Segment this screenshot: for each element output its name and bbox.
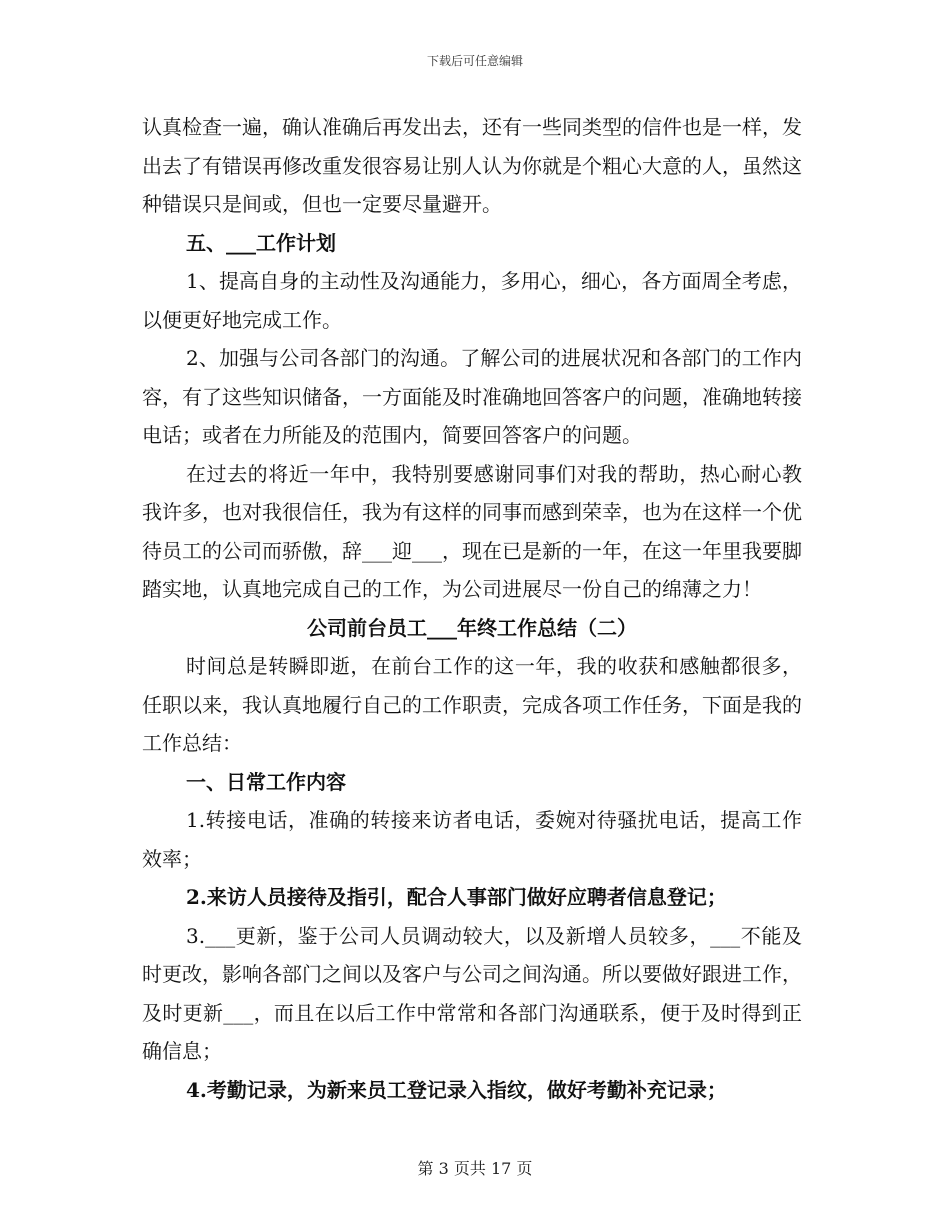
paragraph-continuation: 认真检查一遍，确认准确后再发出去，还有一些同类型的信件也是一样，发出去了有错误再修改重发很容易让别人认为你就是个粗心大意的人，虽然这种错误只是间或，但也一定要尽量避开。 <box>142 115 802 216</box>
page-footer: 第 3 页共 17 页 <box>417 1159 533 1178</box>
page-header: 下载后可任意编辑 <box>426 54 523 68</box>
closing-paragraph: 在过去的将近一年中，我特别要感谢同事们对我的帮助，热心耐心教我许多，也对我很信任，我为有这样的同事而感到荣幸，也为在这样一个优待员工的公司而骄傲，辞___迎___，现在已是新的一年，在这一年里我要脚踏实地，认真地完成自己的工作，为公司进展尽一份自己的绵薄之力！ <box>142 461 802 601</box>
section-heading-daily-work: 一、日常工作内容 <box>186 769 346 794</box>
plan-item-2: 2、加强与公司各部门的沟通。了解公司的进展状况和各部门的工作内容，有了这些知识储备，一方面能及时准确地回答客户的问题，准确地转接电话；或者在力所能及的范围内，简要回答客户的问题。 <box>142 346 802 447</box>
document-body <box>142 108 802 1109</box>
intro-paragraph: 时间总是转瞬即逝，在前台工作的这一年，我的收获和感触都很多，任职以来，我认真地履行自己的工作职责，完成各项工作任务，下面是我的工作总结： <box>142 654 802 755</box>
daily-item-1: 1.转接电话，准确的转接来访者电话，委婉对待骚扰电话，提高工作效率； <box>142 808 802 871</box>
article-title: 公司前台员工___年终工作总结（二） <box>307 615 637 640</box>
section-heading-work-plan: 五、___工作计划 <box>186 230 336 255</box>
daily-item-4: 4.考勤记录，为新来员工登记录入指纹，做好考勤补充记录； <box>186 1077 727 1102</box>
plan-item-1: 1、提高自身的主动性及沟通能力，多用心，细心，各方面周全考虑，以便更好地完成工作。 <box>142 269 802 332</box>
daily-item-2: 2.来访人员接待及指引，配合人事部门做好应聘者信息登记； <box>186 885 727 909</box>
daily-item-3: 3.___更新，鉴于公司人员调动较大，以及新增人员较多，___不能及时更改，影响各部门之间以及客户与公司之间沟通。所以要做好跟进工作，及时更新___，而且在以后工作中常常和各部门沟通联系，便于及时得到正确信息； <box>142 923 802 1063</box>
